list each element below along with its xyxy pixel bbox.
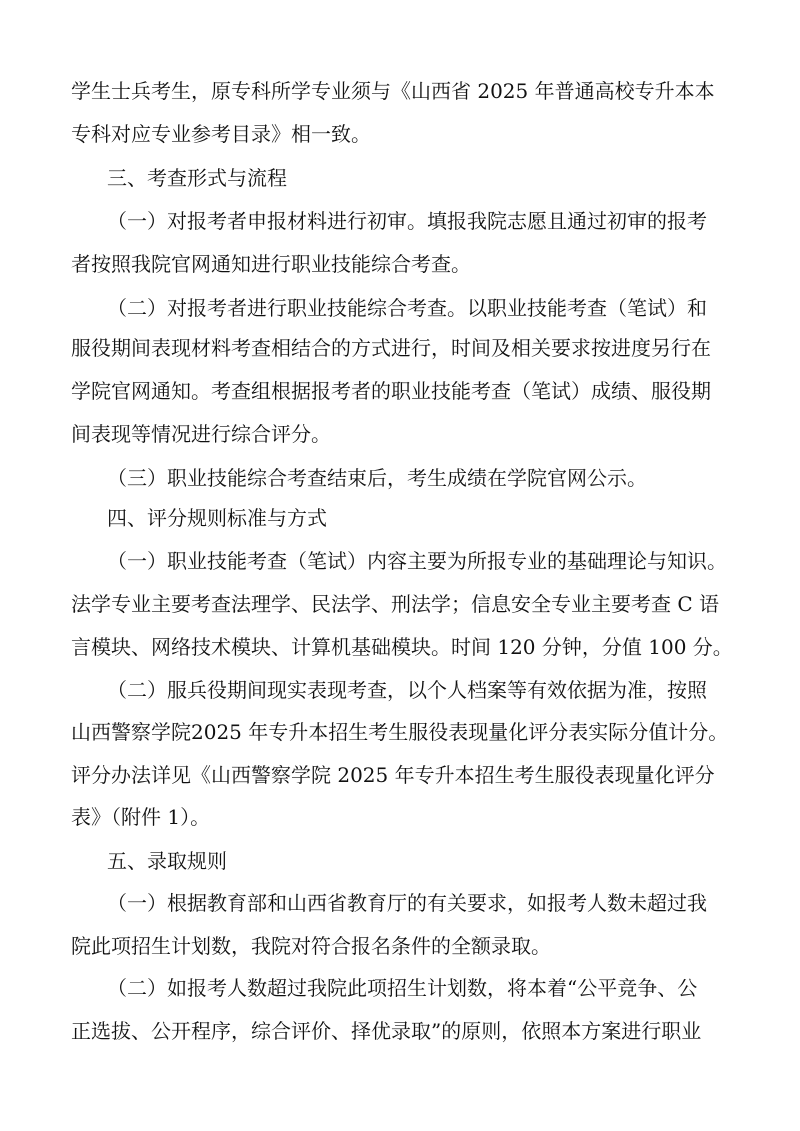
section-heading: 五、录取规则: [107, 849, 227, 873]
paragraph-line: 专科对应专业参考目录》相一致。: [71, 122, 371, 146]
paragraph-line: 学院官网通知。考查组根据报考者的职业技能考查（笔试）成绩、服役期: [71, 379, 711, 403]
paragraph-line: 间表现等情况进行综合评分。: [71, 422, 331, 446]
paragraph-line: （二）对报考者进行职业技能综合考查。以职业技能考查（笔试）和: [107, 296, 707, 320]
paragraph-line: 学生士兵考生，原专科所学专业须与《山西省 2025 年普通高校专升本本: [71, 79, 715, 103]
paragraph-line: 表》（附件 1）。: [71, 805, 211, 829]
paragraph-line: 者按照我院官网通知进行职业技能综合考查。: [71, 252, 471, 276]
paragraph-line: 山西警察学院2025 年专升本招生考生服役表现量化评分表实际分值计分。: [71, 720, 729, 744]
paragraph-line: （一）职业技能考查（笔试）内容主要为所报专业的基础理论与知识。: [107, 549, 727, 573]
section-heading: 四、评分规则标准与方式: [107, 506, 327, 530]
paragraph-line: 法学专业主要考查法理学、民法学、刑法学；信息安全专业主要考查 C 语: [71, 592, 720, 616]
paragraph-line: （三）职业技能综合考查结束后，考生成绩在学院官网公示。: [107, 466, 647, 490]
paragraph-line: （一）根据教育部和山西省教育厅的有关要求，如报考人数未超过我: [107, 891, 707, 915]
section-heading: 三、考查形式与流程: [107, 166, 287, 190]
paragraph-line: （二）服兵役期间现实表现考查，以个人档案等有效依据为准，按照: [107, 678, 707, 702]
paragraph-line: 评分办法详见《山西警察学院 2025 年专升本招生考生服役表现量化评分: [71, 763, 715, 787]
paragraph-line: （一）对报考者申报材料进行初审。填报我院志愿且通过初审的报考: [107, 209, 707, 233]
paragraph-line: （二）如报考人数超过我院此项招生计划数，将本着“公平竞争、公: [107, 976, 698, 1000]
paragraph-line: 服役期间表现材料考查相结合的方式进行，时间及相关要求按进度另行在: [71, 336, 711, 360]
paragraph-line: 言模块、网络技术模块、计算机基础模块。时间 120 分钟，分值 100 分。: [71, 635, 733, 659]
paragraph-line: 正选拔、公开程序，综合评价、择优录取”的原则，依照本方案进行职业: [71, 1019, 702, 1043]
paragraph-line: 院此项招生计划数，我院对符合报名条件的全额录取。: [71, 934, 551, 958]
